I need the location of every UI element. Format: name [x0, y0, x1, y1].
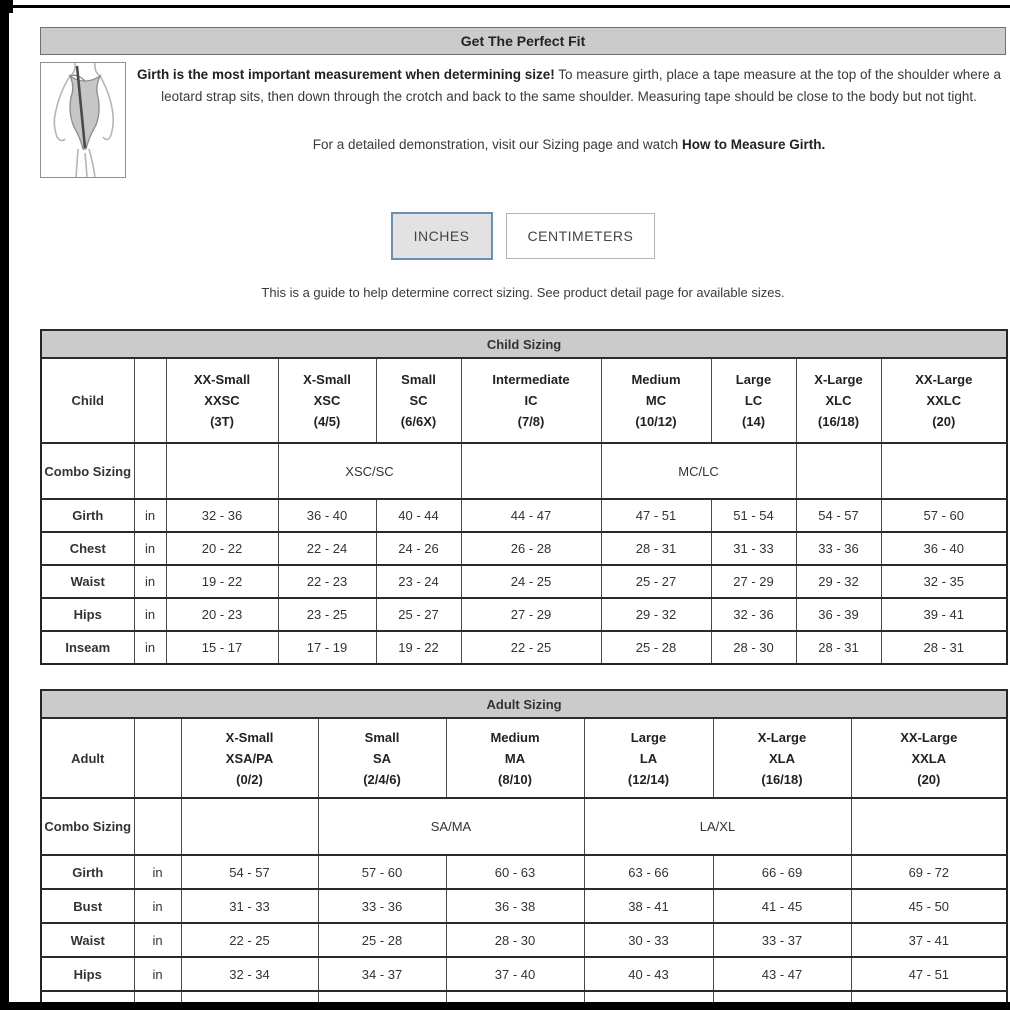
- value-cell: 60 - 63: [446, 855, 584, 889]
- size-range: (20): [932, 414, 956, 429]
- demo-bold-text: How to Measure Girth.: [681, 137, 826, 152]
- size-code: XXLC: [926, 393, 962, 408]
- size-range: (12/14): [627, 771, 670, 787]
- combo-group-xsc-sc: XSC/SC: [278, 443, 461, 499]
- value-cell: 30 - 33: [584, 923, 713, 957]
- value-cell: 33 - 36: [318, 889, 446, 923]
- size-code: LC: [744, 393, 763, 408]
- size-name: XX-Large: [915, 372, 973, 387]
- row-label: Waist: [41, 565, 134, 598]
- size-name: X-Large: [814, 372, 863, 387]
- size-name: XX-Small: [193, 372, 251, 387]
- table-row: [41, 957, 1007, 991]
- row-label: Inseam: [41, 631, 134, 664]
- combo-group-mc-lc: MC/LC: [601, 443, 796, 499]
- combo-sizing-label: Combo Sizing: [41, 798, 134, 855]
- table-row: [41, 923, 1007, 957]
- size-guide-page: [40, 27, 1006, 1010]
- value-cell: 22 - 23: [278, 565, 376, 598]
- child-sizing-table: [40, 329, 1008, 665]
- intro-body-text: To measure girth, place a tape measure at the top of the shoulder where a leotard strap sits, then down through the crotch and back to the same shoulder. Measuring tape should be close to the body but not tight.: [161, 67, 1002, 104]
- adult-sizing-table: [40, 689, 1008, 1010]
- child-title-row: [41, 330, 1007, 358]
- size-range: (16/18): [817, 414, 860, 429]
- empty-cell: [166, 443, 278, 499]
- adult-size-header: [584, 718, 713, 798]
- value-cell: 63 - 66: [584, 855, 713, 889]
- child-size-header: [601, 358, 711, 443]
- table-row: [41, 889, 1007, 923]
- value-cell: 24 - 25: [461, 565, 601, 598]
- demo-line: [136, 134, 1002, 156]
- size-name: Small: [364, 729, 400, 745]
- size-code: XLC: [825, 393, 852, 408]
- size-name: Large: [735, 372, 772, 387]
- value-cell: 40 - 44: [376, 499, 461, 532]
- unit-cell: in: [134, 855, 181, 889]
- value-cell: 32 - 36: [711, 598, 796, 631]
- centimeters-button[interactable]: CENTIMETERS: [506, 213, 656, 259]
- value-cell: 31 - 33: [181, 889, 318, 923]
- table-row: [41, 565, 1007, 598]
- size-range: (2/4/6): [363, 771, 401, 787]
- screenshot-corner: [0, 0, 13, 13]
- empty-cell: [134, 443, 166, 499]
- adult-size-header: [713, 718, 851, 798]
- value-cell: 28 - 30: [711, 631, 796, 664]
- value-cell: 26 - 28: [461, 532, 601, 565]
- value-cell: 32 - 34: [181, 957, 318, 991]
- value-cell: 36 - 39: [796, 598, 881, 631]
- value-cell: 54 - 57: [181, 855, 318, 889]
- unit-cell: in: [134, 598, 166, 631]
- value-cell: 69 - 72: [851, 855, 1007, 889]
- value-cell: 22 - 25: [461, 631, 601, 664]
- empty-cell: [461, 443, 601, 499]
- value-cell: 22 - 24: [278, 532, 376, 565]
- child-header-row: [41, 358, 1007, 443]
- value-cell: 57 - 60: [318, 855, 446, 889]
- unit-cell: in: [134, 957, 181, 991]
- value-cell: 23 - 24: [376, 565, 461, 598]
- size-code: XSA/PA: [225, 750, 274, 766]
- size-range: (0/2): [236, 771, 263, 787]
- value-cell: 28 - 30: [446, 923, 584, 957]
- child-size-header: [278, 358, 376, 443]
- table-row: [41, 598, 1007, 631]
- child-size-header: [461, 358, 601, 443]
- size-name: Medium: [490, 729, 540, 745]
- child-size-header: [881, 358, 1007, 443]
- value-cell: 29 - 32: [796, 565, 881, 598]
- adult-title-row: [41, 690, 1007, 718]
- size-code: SA: [372, 750, 392, 766]
- guide-note: This is a guide to help determine correct sizing. See product detail page for available sizes.: [261, 285, 785, 300]
- empty-cell: [181, 798, 318, 855]
- combo-group-sa-ma: SA/MA: [318, 798, 584, 855]
- inches-button[interactable]: INCHES: [391, 212, 493, 260]
- screenshot-left-edge: [0, 0, 9, 1010]
- value-cell: 36 - 38: [446, 889, 584, 923]
- row-label: Girth: [41, 855, 134, 889]
- empty-cell: [881, 443, 1007, 499]
- row-label: Chest: [41, 532, 134, 565]
- adult-corner-label: Adult: [41, 718, 134, 798]
- value-cell: 19 - 22: [376, 631, 461, 664]
- size-range: (6/6X): [400, 414, 437, 429]
- value-cell: 47 - 51: [601, 499, 711, 532]
- value-cell: 28 - 31: [881, 631, 1007, 664]
- value-cell: 36 - 40: [278, 499, 376, 532]
- size-code: MA: [504, 750, 526, 766]
- value-cell: 38 - 41: [584, 889, 713, 923]
- child-size-header: [376, 358, 461, 443]
- value-cell: 31 - 33: [711, 532, 796, 565]
- empty-cell: [134, 798, 181, 855]
- value-cell: 57 - 60: [881, 499, 1007, 532]
- child-table-title: Child Sizing: [41, 330, 1007, 358]
- value-cell: 44 - 47: [461, 499, 601, 532]
- unit-cell: in: [134, 532, 166, 565]
- empty-cell: [851, 798, 1007, 855]
- leotard-girth-icon: [40, 62, 126, 178]
- value-cell: 34 - 37: [318, 957, 446, 991]
- row-label: Bust: [41, 889, 134, 923]
- value-cell: 25 - 27: [601, 565, 711, 598]
- value-cell: 54 - 57: [796, 499, 881, 532]
- size-range: (20): [917, 771, 941, 787]
- size-code: LA: [639, 750, 658, 766]
- child-corner-label: Child: [41, 358, 134, 443]
- value-cell: 51 - 54: [711, 499, 796, 532]
- leotard-girth-svg: [41, 63, 125, 177]
- value-cell: 66 - 69: [713, 855, 851, 889]
- value-cell: 45 - 50: [851, 889, 1007, 923]
- value-cell: 40 - 43: [584, 957, 713, 991]
- table-row: [41, 499, 1007, 532]
- unit-cell: in: [134, 631, 166, 664]
- empty-cell: [134, 718, 181, 798]
- value-cell: 17 - 19: [278, 631, 376, 664]
- screenshot-bottom-edge: [0, 1002, 1010, 1010]
- empty-cell: [134, 358, 166, 443]
- value-cell: 33 - 37: [713, 923, 851, 957]
- value-cell: 32 - 36: [166, 499, 278, 532]
- intro-bold-text: Girth is the most important measurement when determining size!: [136, 67, 555, 82]
- adult-combo-row: [41, 798, 1007, 855]
- size-range: (10/12): [635, 414, 677, 429]
- demo-text: For a detailed demonstration, visit our Sizing page and watch: [312, 137, 679, 152]
- value-cell: 41 - 45: [713, 889, 851, 923]
- size-code: XXSC: [204, 393, 240, 408]
- size-name: X-Small: [225, 729, 274, 745]
- size-range: (14): [741, 414, 766, 429]
- combo-group-la-xl: LA/XL: [584, 798, 851, 855]
- size-range: (7/8): [517, 414, 545, 429]
- value-cell: 22 - 25: [181, 923, 318, 957]
- value-cell: 19 - 22: [166, 565, 278, 598]
- size-range: (16/18): [761, 771, 803, 787]
- adult-size-header: [446, 718, 584, 798]
- size-name: X-Large: [757, 729, 807, 745]
- unit-cell: in: [134, 499, 166, 532]
- row-label: Hips: [41, 957, 134, 991]
- value-cell: 15 - 17: [166, 631, 278, 664]
- value-cell: 27 - 29: [461, 598, 601, 631]
- size-code: MC: [645, 393, 667, 408]
- size-range: (4/5): [313, 414, 341, 429]
- child-size-header: [796, 358, 881, 443]
- page-title: Get The Perfect Fit: [40, 27, 1006, 55]
- value-cell: 28 - 31: [601, 532, 711, 565]
- table-row: [41, 855, 1007, 889]
- value-cell: 20 - 22: [166, 532, 278, 565]
- value-cell: 24 - 26: [376, 532, 461, 565]
- size-range: (8/10): [498, 771, 532, 787]
- value-cell: 20 - 23: [166, 598, 278, 631]
- value-cell: 32 - 35: [881, 565, 1007, 598]
- value-cell: 28 - 31: [796, 631, 881, 664]
- adult-header-row: [41, 718, 1007, 798]
- adult-table-title: Adult Sizing: [41, 690, 1007, 718]
- intro-paragraph: [136, 64, 1002, 108]
- value-cell: 25 - 28: [318, 923, 446, 957]
- size-code: XXLA: [911, 750, 947, 766]
- child-size-header: [711, 358, 796, 443]
- combo-sizing-label: Combo Sizing: [41, 443, 134, 499]
- size-name: Small: [401, 372, 436, 387]
- unit-toggle: [40, 212, 1006, 260]
- size-code: XSC: [313, 393, 341, 408]
- value-cell: 27 - 29: [711, 565, 796, 598]
- size-range: (3T): [210, 414, 234, 429]
- size-name: XX-Large: [900, 729, 958, 745]
- value-cell: 37 - 41: [851, 923, 1007, 957]
- unit-cell: in: [134, 565, 166, 598]
- value-cell: 37 - 40: [446, 957, 584, 991]
- adult-size-header: [181, 718, 318, 798]
- unit-cell: in: [134, 923, 181, 957]
- value-cell: 25 - 27: [376, 598, 461, 631]
- value-cell: 36 - 40: [881, 532, 1007, 565]
- child-size-header: [166, 358, 278, 443]
- size-name: Medium: [631, 372, 681, 387]
- size-name: Large: [630, 729, 667, 745]
- unit-cell: in: [134, 889, 181, 923]
- size-code: IC: [524, 393, 538, 408]
- value-cell: 47 - 51: [851, 957, 1007, 991]
- value-cell: 33 - 36: [796, 532, 881, 565]
- value-cell: 29 - 32: [601, 598, 711, 631]
- size-name: Intermediate: [492, 372, 570, 387]
- child-combo-row: [41, 443, 1007, 499]
- empty-cell: [796, 443, 881, 499]
- row-label: Girth: [41, 499, 134, 532]
- intro-text-block: [126, 62, 1006, 178]
- value-cell: 25 - 28: [601, 631, 711, 664]
- table-row: [41, 631, 1007, 664]
- value-cell: 39 - 41: [881, 598, 1007, 631]
- row-label: Hips: [41, 598, 134, 631]
- size-code: SC: [409, 393, 428, 408]
- row-label: Waist: [41, 923, 134, 957]
- adult-size-header: [851, 718, 1007, 798]
- screenshot-top-edge: [0, 5, 1010, 8]
- adult-size-header: [318, 718, 446, 798]
- table-row: [41, 532, 1007, 565]
- value-cell: 43 - 47: [713, 957, 851, 991]
- value-cell: 23 - 25: [278, 598, 376, 631]
- intro-section: [40, 62, 1006, 178]
- size-name: X-Small: [303, 372, 351, 387]
- size-code: XLA: [769, 750, 795, 766]
